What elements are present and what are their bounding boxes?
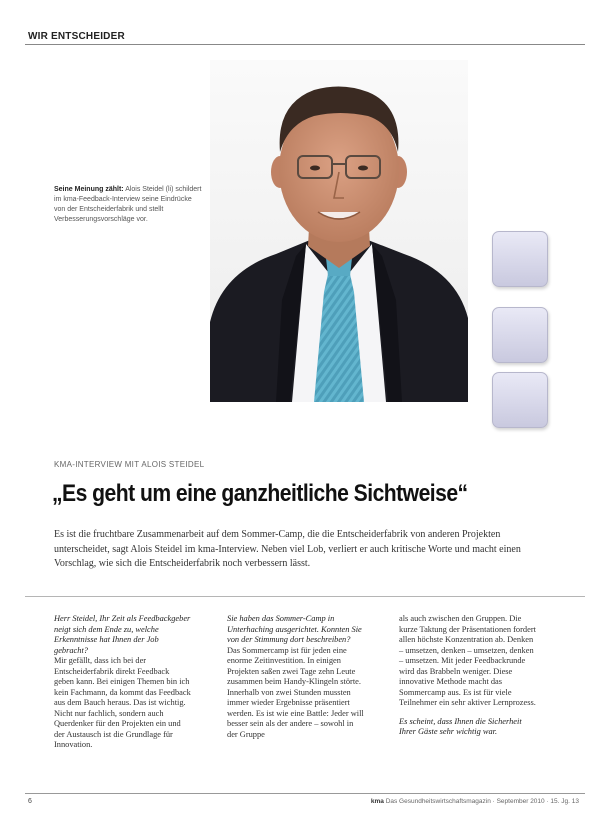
- page-number-left: 6: [28, 798, 32, 805]
- interview-question: Es scheint, dass Ihnen die Sicherheit Ihrer Gäste sehr wichtig war.: [399, 716, 522, 736]
- rounded-square-icon: [492, 231, 548, 287]
- teaser-divider: [25, 596, 585, 597]
- rounded-square-icon: [492, 372, 548, 428]
- interview-question: Sie haben das Sommer-Camp in Unterhaching ausgerichtet. Konnten Sie von der Stimmung dort beschreiben?: [227, 614, 362, 644]
- footer-text: Das Gesundheitswirtschaftsmagazin · September 2010 · 15. Jg.: [385, 798, 570, 805]
- section-label: WIR ENTSCHEIDER: [28, 31, 125, 42]
- article-column-3: [399, 614, 536, 738]
- footer-divider: [25, 793, 585, 794]
- interview-answer: Das Sommercamp ist für jeden eine enorme Zeitinvestition. In einigen Projekten saßen zwei Tage zehn Leute zusammen beim Handy-Klingeln störte. Innerhalb von zwei Stunden mussten immer wieder Ergebnisse präsentiert werden. Es ist wie eine Battle: Jeder will besser sein als der andere – sowohl in der Gruppe: [227, 645, 364, 739]
- interview-answer: Mir gefällt, dass ich bei der Entscheiderfabrik direkt Feedback geben kann. Bei einigen Themen bin ich kein Fachmann, da kommt das Feedback aus dem Bauch heraus. Das ist wichtig. Nicht nur fachlich, sondern auch Querdenker für den Projekten ein und der Austausch ist die Grundlage für Innovation.: [54, 656, 191, 749]
- footer-brand: kma: [370, 798, 384, 805]
- rounded-square-icon: [492, 307, 548, 363]
- caption-text: Alois Steidel (li) schildert im kma-Feedback-Interview seine Eindrücke von der Entscheiderfabrik und stellt Verbesserungsvorschläge vor.: [54, 186, 202, 223]
- caption-lead: Seine Meinung zählt:: [54, 186, 124, 193]
- article-column-2: [227, 614, 364, 740]
- article-kicker: KMA-INTERVIEW MIT ALOIS STEIDEL: [54, 460, 205, 469]
- photo-caption: [54, 185, 204, 225]
- portrait-photo: [210, 60, 468, 402]
- article-teaser: Es ist die fruchtbare Zusammenarbeit auf dem Sommer-Camp, die die Entscheiderfabrik von anderen Projekten unterscheidet, sagt Alois Steidel im kma-Interview. Neben viel Lob, verliert er auch kritische Worte und macht einen Vorschlag, wie sich die Entscheiderfabrik noch verbessern lässt.: [54, 529, 521, 569]
- article-headline: „Es geht um eine ganzheitliche Sichtweise“: [52, 480, 468, 507]
- page-number-right: 13: [571, 798, 579, 805]
- interview-answer: als auch zwischen den Gruppen. Die kurze Taktung der Präsentationen fordert allen höchste Konzentration ab. Denken – umsetzen, denken – umsetzen, denken – umsetzen. Mit jeder Feedbackrunde wird das Brabbeln weniger. Diese innovative Methode macht das Sommercamp aus. Es ist für viele Teilnehmer ein sehr aktiver Lernprozess.: [399, 614, 536, 707]
- article-column-1: [54, 614, 191, 751]
- top-divider: [25, 44, 585, 45]
- interview-question: Herr Steidel, Ihr Zeit als Feedbackgeber neigt sich dem Ende zu, welche Erkenntnisse hat Ihnen der Job gebracht?: [54, 614, 191, 655]
- footer-info: [371, 798, 579, 805]
